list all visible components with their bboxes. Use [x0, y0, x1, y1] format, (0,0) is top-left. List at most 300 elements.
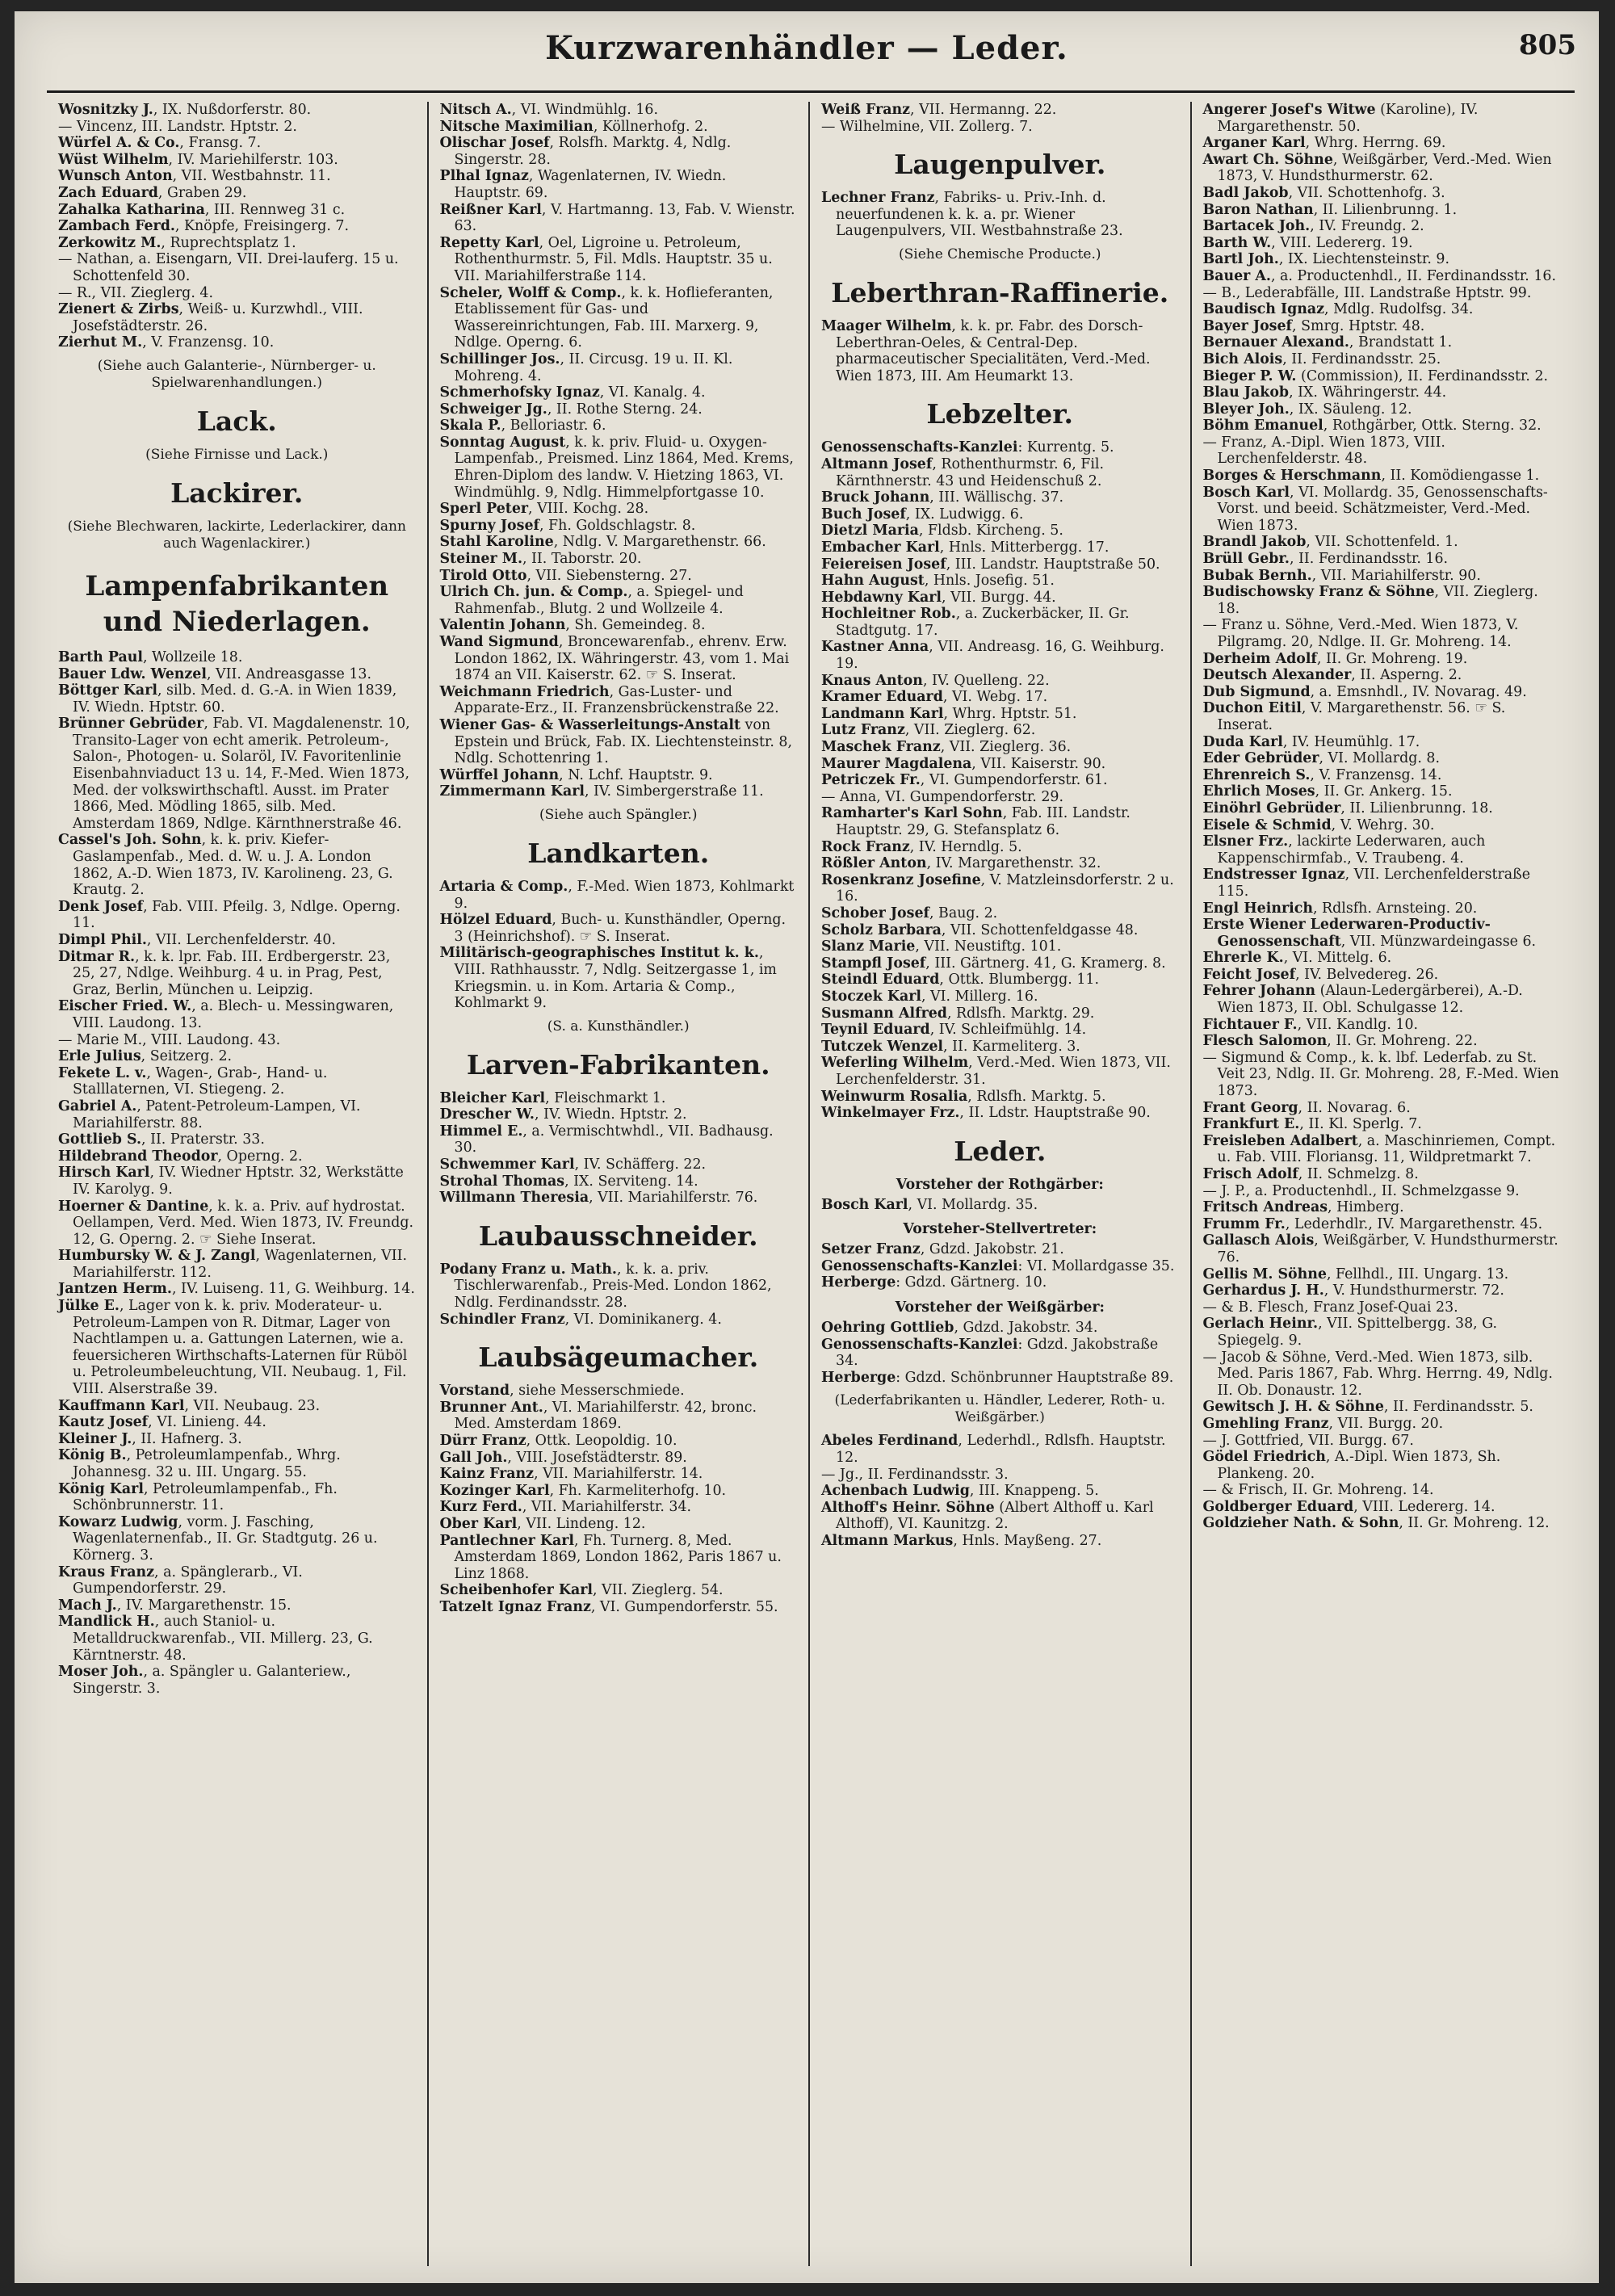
directory-entry: [1203, 1515, 1563, 1532]
entry-name: Steindl Eduard: [821, 972, 940, 988]
directory-entry: [440, 634, 798, 684]
entry-details: , a. Spänglerarb., VI. Gumpendorferstr. 29.: [73, 1564, 303, 1597]
entry-name: Deutsch Alexander: [1202, 667, 1352, 684]
entry-details: , siehe Messerschmiede.: [510, 1383, 685, 1400]
entry-details: , N. Lchf. Hauptstr. 9.: [559, 766, 713, 783]
entry-name: Kautz Josef: [58, 1414, 149, 1431]
entry-details: , a. Emsnhdl., IV. Novarag. 49.: [1310, 683, 1527, 700]
entry-details: , Fellhdl., III. Ungarg. 13.: [1326, 1266, 1509, 1282]
entry-details: , VII. Lerchenfelderstr. 40.: [146, 932, 336, 948]
entry-name: Herberge: [821, 1274, 896, 1291]
entry-details: , a. Blech- u. Messingwaren, VIII. Laudong. 13.: [73, 998, 394, 1031]
cross-reference-note: (Siehe auch Spängler.): [539, 806, 698, 823]
directory-entry: [58, 135, 416, 152]
entry-details: , VIII. Ledererg. 14.: [1353, 1498, 1495, 1515]
cross-reference-note: (S. a. Kunsthändler.): [547, 1018, 690, 1035]
entry-name: Genossenschafts-Kanzlei: [821, 1257, 1018, 1274]
entry-details: , Patent-Petroleum-Lampen, VI. Mariahilferstr. 88.: [73, 1098, 361, 1131]
directory-entry: [1203, 1266, 1563, 1283]
directory-entry: [1203, 568, 1563, 585]
directory-entry: [821, 1241, 1179, 1258]
header-rule: [47, 90, 1575, 93]
entry-details: , IX. Liechtensteinstr. 9.: [1278, 251, 1449, 268]
entry-name: Gödel Friedrich: [1202, 1449, 1326, 1466]
directory-entry: [58, 168, 416, 185]
directory-entry: [440, 1582, 798, 1599]
entry-details: , VI. Mollardg. 8.: [1319, 750, 1441, 767]
entry-details: , Operng. 2.: [217, 1148, 303, 1165]
entry-details: , II. Ferdinandsstr. 5.: [1383, 1399, 1533, 1416]
entry-details: , II. Schmelzg. 8.: [1298, 1166, 1419, 1182]
entry-name: Willmann Theresia: [439, 1190, 589, 1207]
entry-name: Hebdawny Karl: [821, 589, 942, 606]
entry-details: , Fleischmarkt 1.: [545, 1089, 666, 1106]
entry-name: Ehrenreich S.: [1202, 766, 1311, 783]
entry-details: , III. Wällischg. 37.: [929, 489, 1064, 506]
entry-details: , II. Asperng. 2.: [1351, 667, 1462, 684]
directory-entry: [58, 119, 416, 136]
directory-entry: [1203, 1116, 1563, 1133]
entry-name: Fritsch Andreas: [1202, 1199, 1328, 1216]
directory-entry: [1203, 900, 1563, 917]
entry-name: Podany Franz u. Math.: [439, 1261, 617, 1278]
directory-entry: [821, 1258, 1179, 1275]
directory-entry: [440, 945, 798, 1011]
entry-details: , Fh. Goldschlagstr. 8.: [539, 517, 696, 534]
entry-details: , Ruprechtsplatz 1.: [161, 234, 296, 251]
directory-entry: [821, 506, 1179, 523]
directory-entry: [1203, 817, 1563, 834]
entry-details: , VII. Zieglerg. 62.: [904, 722, 1036, 739]
entry-name: Frumm Fr.: [1202, 1215, 1286, 1232]
entry-details: , V. Wehrg. 30.: [1331, 816, 1435, 833]
entry-name: Gerlach Heinr.: [1202, 1316, 1319, 1333]
directory-entry: [1203, 301, 1563, 318]
entry-name: Genossenschafts-Kanzlei: [821, 1336, 1018, 1353]
directory-entry: [58, 998, 416, 1031]
entry-name: Landmann Karl: [821, 705, 944, 722]
entry-name: Duda Karl: [1202, 733, 1283, 750]
entry-name: Hoerner & Dantine: [58, 1198, 209, 1215]
entry-details: , Lederhdl., Rdlsfh. Hauptstr. 12.: [836, 1433, 1166, 1467]
entry-details: , k. k. a. Priv. auf hydrostat. Oellampen, Verd. Med. Wien 1873, IV. Freundg. 12, G. Operng. 2. ☞ Siehe Inserat.: [73, 1198, 414, 1248]
directory-entry: [821, 922, 1179, 939]
entry-details: — Nathan, a. Eisengarn, VII. Drei-lauferg. 15 u. Schottenfeld 30.: [58, 251, 399, 284]
entry-details: , Rolsfh. Marktg. 4, Ndlg. Singerstr. 28.: [454, 135, 732, 168]
entry-details: , Belloriastr. 6.: [501, 418, 606, 434]
entry-details: , VII. Schottenfeld. 1.: [1306, 534, 1458, 551]
directory-entry: [440, 617, 798, 634]
entry-details: , VI. Linieng. 44.: [148, 1414, 266, 1431]
directory-entry: [440, 1516, 798, 1533]
directory-entry: [1203, 485, 1563, 535]
entry-name: Olischar Josef: [439, 135, 550, 152]
directory-entry: [58, 666, 416, 683]
cross-reference-note: (Siehe Firnisse und Lack.): [145, 446, 329, 463]
directory-entry: [440, 1599, 798, 1616]
entry-name: Flesch Salomon: [1202, 1033, 1328, 1050]
entry-name: Weferling Wilhelm: [821, 1055, 969, 1072]
directory-entry: [821, 772, 1179, 789]
entry-details: , k. k. lpr. Fab. III. Erdbergerstr. 23, 25, 27, Ndlge. Weihburg. 4 u. in Prag, Pest, Graz, Berlin, München u. Leipzig.: [73, 948, 391, 998]
entry-details: — Anna, VI. Gumpendorferstr. 29.: [821, 788, 1063, 805]
entry-details: — Franz u. Söhne, Verd.-Med. Wien 1873, V. Pilgramg. 20, Ndlge. II. Gr. Mohreng. 14.: [1202, 617, 1519, 650]
entry-name: Dietzl Maria: [821, 523, 919, 539]
directory-entry: [821, 1533, 1179, 1550]
entry-name: Drescher W.: [439, 1106, 535, 1123]
entry-name: Ehrlich Moses: [1202, 783, 1315, 800]
entry-details: , Mdlg. Rudolfsg. 34.: [1324, 301, 1474, 318]
entry-name: Kauffmann Karl: [58, 1397, 185, 1414]
entry-name: Hölzel Eduard: [439, 912, 552, 929]
entry-details: , Baug. 2.: [929, 905, 998, 921]
entry-details: , Rdlsfh. Marktg. 29.: [946, 1005, 1095, 1022]
entry-details: , V. Hartmanng. 13, Fab. V. Wienstr. 63.: [454, 201, 795, 235]
directory-entry: [1203, 1166, 1563, 1183]
entry-name: Angerer Josef's Witwe: [1202, 102, 1376, 118]
entry-details: , VI. Gumpendorferstr. 55.: [590, 1598, 778, 1615]
entry-details: , Köllnerhofg. 2.: [593, 118, 708, 135]
entry-name: Brandl Jakob: [1202, 534, 1307, 551]
entry-details: , IV. Schäfferg. 22.: [574, 1156, 707, 1173]
entry-name: Schindler Franz: [439, 1311, 565, 1328]
directory-entry: [440, 235, 798, 285]
entry-name: Moser Joh.: [58, 1664, 144, 1681]
entry-name: Sperl Peter: [439, 501, 529, 518]
subheading: Vorsteher-Stellvertreter:: [903, 1221, 1097, 1238]
entry-details: , II. Lilienbrunng. 1.: [1313, 201, 1458, 218]
directory-entry: [58, 285, 416, 302]
entry-name: Militärisch-geographisches Institut k. k.: [439, 945, 759, 962]
directory-entry: [1203, 1017, 1563, 1034]
entry-details: , VII. Zieglerg. 54.: [593, 1582, 724, 1599]
entry-details: , IX. Säuleng. 12.: [1289, 401, 1412, 418]
entry-name: Scheler, Wolff & Comp.: [439, 284, 622, 301]
entry-details: , VII. Mariahilferstr. 90.: [1311, 567, 1481, 584]
column-2: [429, 102, 811, 2266]
entry-details: , Ndlg. V. Margarethenstr. 66.: [553, 534, 766, 551]
directory-entry: [440, 518, 798, 535]
directory-entry: [58, 185, 416, 202]
entry-name: Bauer Ldw. Wenzel: [58, 665, 207, 682]
entry-details: — Marie M., VIII. Laudong. 43.: [58, 1031, 281, 1048]
directory-entry: [1203, 1349, 1563, 1400]
entry-name: Zambach Ferd.: [58, 218, 175, 235]
entry-details: , II. Gr. Ankerg. 15.: [1315, 783, 1453, 800]
entry-details: : Gdzd. Schönbrunner Hauptstraße 89.: [896, 1369, 1174, 1386]
entry-name: Bleicher Karl: [439, 1089, 546, 1106]
entry-details: , Petroleumlampenfab., Fh. Schönbrunnerstr. 11.: [73, 1480, 338, 1514]
entry-name: Achenbach Ludwig: [821, 1483, 970, 1500]
entry-details: , k. k. a. priv. Tischlerwarenfab., Preis-Med. London 1862, Ndlg. Ferdinandsstr. 28.: [454, 1261, 772, 1312]
directory-entry: [1203, 1133, 1563, 1166]
entry-details: , VII. Lindeng. 12.: [517, 1515, 646, 1532]
entry-name: Gellis M. Söhne: [1202, 1266, 1327, 1282]
entry-name: Duchon Eitil: [1202, 700, 1302, 717]
entry-name: Wosnitzky J.: [58, 102, 153, 118]
entry-name: Zimmermann Karl: [439, 783, 585, 800]
directory-entry: [821, 839, 1179, 856]
entry-details: , Ottk. Leopoldig. 10.: [526, 1433, 677, 1449]
entry-details: , Lager von k. k. priv. Moderateur- u. Petroleum-Lampen von R. Ditmar, Lager von Nachtlampen u. a. Gattungen Laternen, wie a. feuersicheren Wirthschafts-Laternen für Rüböl u. Petroleumbeleuchtung, VII. Neubaug. 1, Fil. VIII. Alserstraße 39.: [73, 1298, 408, 1398]
entry-name: Baron Nathan: [1202, 201, 1314, 218]
entry-details: — & B. Flesch, Franz Josef-Quai 23.: [1202, 1299, 1458, 1316]
entry-details: , Wagenlaternen, VII. Mariahilferstr. 112.: [73, 1248, 408, 1281]
directory-entry: [821, 1433, 1179, 1466]
entry-name: Strohal Thomas: [439, 1173, 565, 1190]
entry-details: — Wilhelmine, VII. Zollerg. 7.: [821, 118, 1033, 135]
entry-name: Susmann Alfred: [821, 1005, 947, 1022]
entry-name: Elsner Frz.: [1202, 833, 1289, 850]
directory-page: [15, 11, 1599, 2283]
directory-entry: [440, 1450, 798, 1467]
entry-details: , VI. Dominikanerg. 4.: [564, 1311, 722, 1328]
directory-entry: [1203, 983, 1563, 1016]
cross-reference-note: (Siehe auch Galanterie-, Nürnberger- u. Spielwarenhandlungen.): [97, 357, 376, 391]
entry-details: , II. Komödiengasse 1.: [1381, 468, 1540, 485]
entry-details: , II. Praterstr. 33.: [141, 1131, 265, 1148]
directory-entry: [821, 1197, 1179, 1214]
entry-name: Ehrerle K.: [1202, 950, 1284, 967]
directory-entry: [58, 1048, 416, 1065]
entry-details: , VII. Hermanng. 22.: [910, 102, 1057, 118]
directory-entry: [1203, 268, 1563, 285]
entry-details: , a. Spängler u. Galanteriew., Singerstr. 3.: [73, 1664, 351, 1697]
subheading: Vorsteher der Rothgärber:: [896, 1176, 1104, 1193]
entry-name: Scholz Barbara: [821, 921, 942, 938]
entry-name: Barth W.: [1202, 234, 1272, 251]
directory-entry: [440, 168, 798, 201]
entry-name: Feiereisen Josef: [821, 556, 946, 573]
entry-details: (Commission), II. Ferdinandsstr. 2.: [1296, 367, 1549, 384]
entry-details: , k. k. priv. Fluid- u. Oxygen-Lampenfab., Preismed. Linz 1864, Med. Krems, Ehren-Diplom des landw. V. Hietzing 1863, VI. Windmühlg. 9, Ndlg. Himmelpfortgasse 10.: [454, 434, 794, 501]
entry-details: , Fldsb. Kircheng. 5.: [918, 523, 1063, 539]
entry-name: Himmel E.: [439, 1123, 523, 1140]
directory-entry: [58, 1447, 416, 1480]
entry-name: König Karl: [58, 1480, 144, 1497]
entry-details: , II. Gr. Mohreng. 22.: [1327, 1033, 1478, 1050]
entry-name: Borges & Herschmann: [1202, 468, 1382, 485]
entry-details: , IV. Luiseng. 11, G. Weihburg. 14.: [171, 1281, 415, 1298]
directory-entry: [821, 523, 1179, 539]
entry-name: Fehrer Johann: [1202, 983, 1316, 1000]
entry-name: Gall Joh.: [439, 1449, 508, 1466]
entry-name: Wand Sigmund: [439, 634, 559, 650]
directory-entry: [821, 606, 1179, 639]
directory-entry: [440, 1090, 798, 1107]
entry-name: Einöhrl Gebrüder: [1202, 800, 1341, 816]
directory-entry: [821, 639, 1179, 672]
directory-entry: [440, 767, 798, 784]
entry-details: , Buch- u. Kunsthändler, Operng. 3 (Heinrichshof). ☞ S. Inserat.: [454, 912, 787, 945]
entry-details: — B., Lederabfälle, III. Landstraße Hptstr. 99.: [1202, 284, 1532, 301]
directory-entry: [440, 684, 798, 717]
directory-entry: [440, 1312, 798, 1328]
entry-name: Buch Josef: [821, 506, 906, 523]
entry-details: , k. k. pr. Fabr. des Dorsch-Leberthran-Oeles, & Central-Dep. pharmaceutischer Specialitäten, Verd.-Med. Wien 1873, III. Am Heumarkt 13.: [836, 317, 1151, 384]
column-4: [1192, 102, 1574, 2266]
entry-name: Genossenschafts-Kanzlei: [821, 439, 1018, 456]
directory-entry: [58, 1131, 416, 1148]
directory-entry: [1203, 1449, 1563, 1482]
directory-entry: [1203, 651, 1563, 668]
entry-details: , II. Gr. Mohreng. 12.: [1399, 1515, 1550, 1532]
entry-name: Bayer Josef: [1202, 317, 1293, 334]
entry-details: (Karoline), IV. Margarethenstr. 50.: [1217, 102, 1479, 135]
directory-entry: [58, 1431, 416, 1448]
entry-name: Teynil Eduard: [821, 1022, 930, 1039]
entry-details: , III. Knappeng. 5.: [969, 1483, 1099, 1500]
directory-entry: [821, 938, 1179, 955]
directory-entry: [58, 716, 416, 832]
entry-details: : Gdzd. Jakobstraße 34.: [836, 1336, 1159, 1370]
directory-entry: [58, 202, 416, 219]
directory-entry: [821, 905, 1179, 922]
entry-details: — J. P., a. Productenhdl., II. Schmelzgasse 9.: [1202, 1182, 1520, 1199]
directory-entry: [1203, 1199, 1563, 1216]
directory-entry: [1203, 534, 1563, 551]
directory-entry: [1203, 235, 1563, 252]
directory-entry: [440, 534, 798, 551]
entry-details: , IX. Ludwigg. 6.: [905, 506, 1024, 523]
directory-entry: [58, 235, 416, 252]
directory-entry: [821, 955, 1179, 972]
entry-name: Dimpl Phil.: [58, 932, 147, 948]
entry-name: Schwemmer Karl: [439, 1156, 575, 1173]
entry-details: , VI. Mollardg. 35.: [908, 1196, 1038, 1213]
entry-name: Bartl Joh.: [1202, 251, 1279, 268]
entry-name: Derheim Adolf: [1202, 650, 1317, 667]
entry-name: Rosenkranz Josefine: [821, 871, 981, 888]
directory-entry: [1203, 1299, 1563, 1316]
directory-entry: [1203, 867, 1563, 900]
entry-name: Böttger Karl: [58, 682, 157, 699]
entry-name: Blau Jakob: [1202, 384, 1290, 401]
directory-entry: [1203, 384, 1563, 401]
entry-name: Nitsche Maximilian: [439, 118, 594, 135]
entry-name: Bosch Karl: [1202, 484, 1290, 501]
entry-name: Feicht Josef: [1202, 966, 1296, 983]
directory-entry: [821, 1467, 1179, 1484]
entry-details: , VI. Mittelg. 6.: [1283, 950, 1392, 967]
directory-entry: [1203, 551, 1563, 568]
entry-name: Denk Josef: [58, 898, 144, 915]
entry-details: , IX. Währingerstr. 44.: [1289, 384, 1447, 401]
entry-details: , Rdlsfh. Marktg. 5.: [967, 1088, 1106, 1105]
entry-details: , V. Franzensg. 14.: [1310, 766, 1442, 783]
entry-details: , Gdzd. Jakobstr. 34.: [954, 1320, 1098, 1337]
entry-details: , VI. Kanalg. 4.: [599, 384, 706, 401]
entry-details: , Rothenthurmstr. 6, Fil. Kärnthnerstr. 43 und Heidenschuß 2.: [836, 455, 1105, 489]
entry-name: Schober Josef: [821, 905, 929, 921]
directory-entry: [1203, 1216, 1563, 1233]
entry-details: , IV. Belvedereg. 26.: [1295, 966, 1439, 983]
directory-entry: [440, 1383, 798, 1400]
entry-details: , VI. Millerg. 16.: [921, 988, 1038, 1005]
entry-details: , V. Matzleinsdorferstr. 2 u. 16.: [836, 871, 1174, 905]
section-heading: Leberthran-Raffinerie.: [831, 276, 1169, 309]
entry-details: , Rothgärber, Ottk. Sterng. 32.: [1323, 418, 1542, 434]
entry-details: , VII. Münzwardeingasse 6.: [1340, 933, 1537, 950]
entry-name: Cassel's Joh. Sohn: [58, 832, 202, 849]
directory-entry: [58, 301, 416, 334]
directory-entry: [440, 135, 798, 168]
entry-name: Valentin Johann: [439, 617, 566, 634]
directory-entry: [58, 152, 416, 169]
entry-name: Endstresser Ignaz: [1202, 867, 1345, 884]
section-heading: Laugenpulver.: [894, 149, 1106, 181]
entry-name: Schmerhofsky Ignaz: [439, 384, 600, 401]
directory-entry: [821, 1005, 1179, 1022]
entry-name: Reißner Karl: [439, 201, 542, 218]
directory-entry: [58, 682, 416, 716]
entry-name: Stahl Karoline: [439, 534, 554, 551]
directory-entry: [1203, 684, 1563, 701]
entry-details: , Wollzeile 18.: [143, 649, 243, 665]
directory-entry: [1203, 667, 1563, 684]
directory-entry: [821, 102, 1179, 119]
entry-details: , VI. Gumpendorferstr. 61.: [920, 772, 1108, 789]
entry-details: , VII. Andreasgasse 13.: [206, 665, 372, 682]
entry-name: Scheibenhofer Karl: [439, 1582, 593, 1599]
entry-details: , Verd.-Med. Wien 1873, VII. Lerchenfelderstr. 31.: [836, 1055, 1171, 1088]
entry-name: Vorstand: [439, 1383, 510, 1400]
directory-entry: [821, 1500, 1179, 1533]
directory-entry: [440, 551, 798, 568]
entry-details: , VII. Mariahilferstr. 76.: [589, 1190, 758, 1207]
directory-entry: [821, 972, 1179, 988]
entry-details: , IV. Schleifmühlg. 14.: [929, 1022, 1087, 1039]
directory-entry: [821, 539, 1179, 556]
directory-entry: [1203, 617, 1563, 650]
entry-details: , II. Taborstr. 20.: [522, 551, 642, 568]
entry-name: Rößler Anton: [821, 855, 927, 872]
entry-details: , IV. Wiedner Hptstr. 32, Werkstätte IV. Karolyg. 9.: [73, 1165, 404, 1198]
directory-entry: [821, 1483, 1179, 1500]
entry-name: Altmann Markus: [821, 1533, 954, 1549]
section-heading: Lack.: [196, 405, 277, 437]
entry-name: Bauer A.: [1202, 267, 1271, 284]
directory-entry: [1203, 1499, 1563, 1516]
entry-details: , Whrg. Hptstr. 51.: [943, 705, 1077, 722]
entry-name: Fichtauer F.: [1202, 1016, 1298, 1033]
entry-name: Steiner M.: [439, 551, 522, 568]
entry-name: Eisele & Schmid: [1202, 816, 1332, 833]
entry-name: Barth Paul: [58, 649, 143, 665]
directory-entry: [821, 119, 1179, 136]
entry-name: Gallasch Alois: [1202, 1232, 1315, 1249]
entry-details: , VII. Siebensterng. 27.: [526, 567, 692, 584]
entry-details: , a. Vermischtwhdl., VII. Badhausg. 30.: [454, 1123, 774, 1156]
entry-details: , Fab. VI. Magdalenenstr. 10, Transito-Lager von echt amerik. Petroleum-, Salon-, Photogen- u. Solaröl, IV. Favoritenlinie Eisenbahnviaduct 13 u. 14, F.-Med. Wien 1873, Med. der volkswirthschaftl. Ausst. im Prater 1866, Med. Mödling 1865, silb. Med. Amsterdam 1869, Ndlge. Kärnthnerstraße 46.: [73, 716, 410, 832]
entry-details: , II. Gr. Mohreng. 19.: [1316, 650, 1468, 667]
entry-details: , VII. Schottenfeldgasse 48.: [941, 921, 1139, 938]
entry-details: , V. Margarethenstr. 56. ☞ S. Inserat.: [1217, 700, 1506, 733]
entry-details: , Graben 29.: [157, 184, 247, 201]
directory-entry: [440, 1123, 798, 1156]
entry-details: , II. Lilienbrunng. 18.: [1340, 800, 1493, 816]
entry-details: , Rdlsfh. Arnsteing. 20.: [1312, 900, 1478, 917]
entry-details: , IV. Margarethenstr. 15.: [116, 1597, 292, 1614]
entry-details: , k. k. Hoflieferanten, Etablissement für Gas- und Wassereinrichtungen, Fab. III. Marxerg. 9, Ndlge. Operng. 6.: [454, 284, 774, 351]
directory-entry: [821, 590, 1179, 607]
entry-name: Hildebrand Theodor: [58, 1148, 218, 1165]
directory-entry: [821, 1055, 1179, 1088]
directory-entry: [58, 649, 416, 666]
entry-details: , VII. Mariahilferstr. 34.: [522, 1499, 692, 1516]
entry-name: Lechner Franz: [821, 190, 935, 207]
entry-name: Böhm Emanuel: [1202, 418, 1323, 434]
